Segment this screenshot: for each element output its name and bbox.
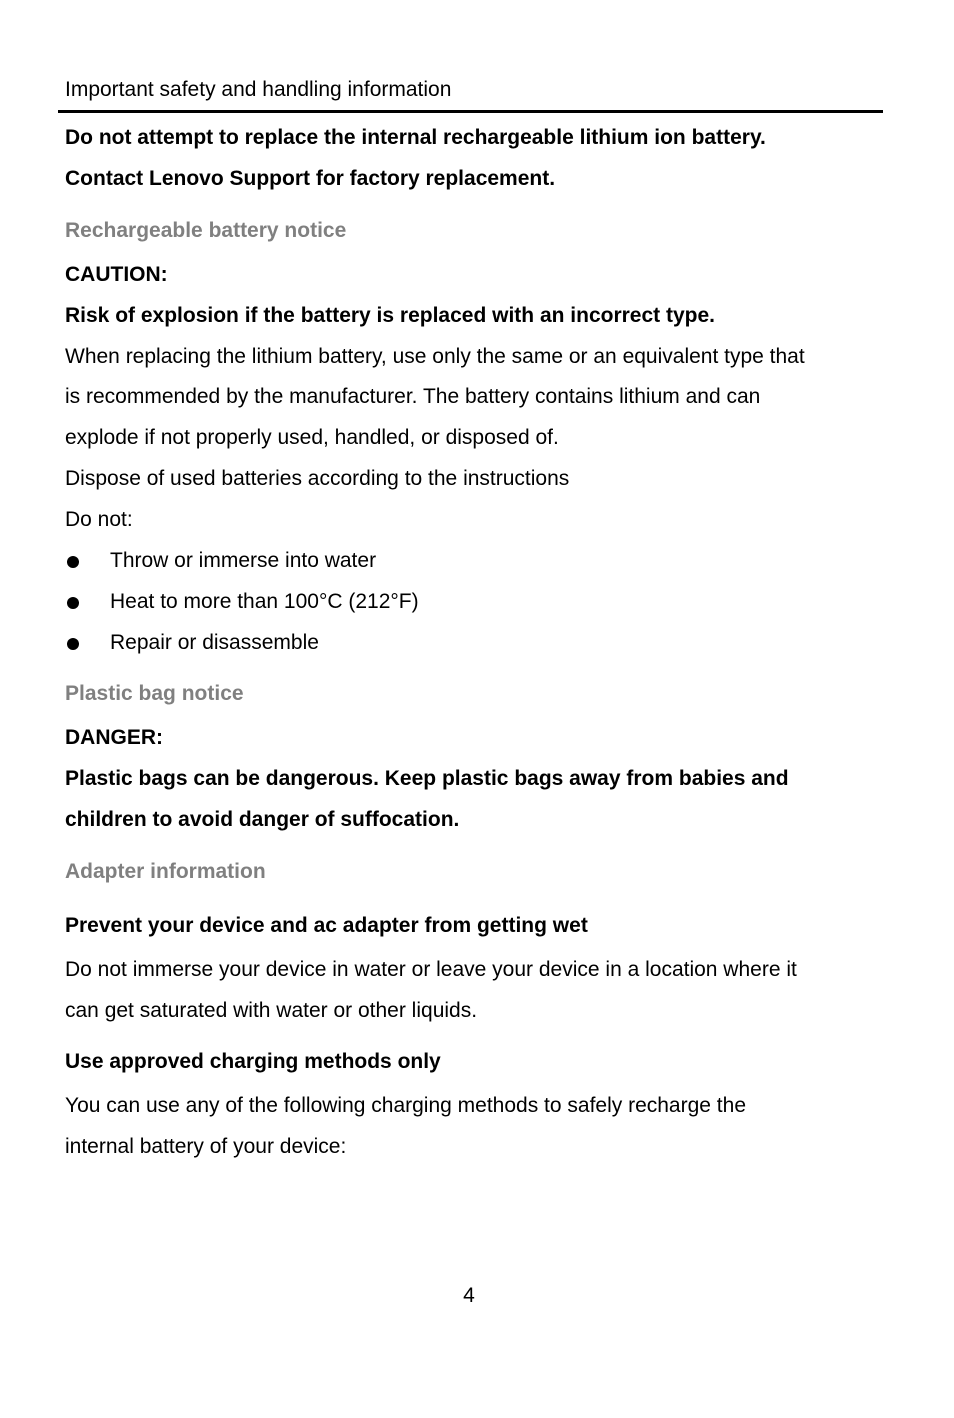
bullet-icon	[67, 597, 79, 609]
danger-label: DANGER:	[65, 726, 163, 749]
caution-label: CAUTION:	[65, 263, 168, 286]
plastic-bag-heading: Plastic bag notice	[65, 682, 244, 705]
battery-paragraph-line-2: is recommended by the manufacturer. The battery contains lithium and can	[65, 385, 761, 408]
list-item: Heat to more than 100°C (212°F)	[110, 590, 419, 613]
explosion-warning: Risk of explosion if the battery is replaced with an incorrect type.	[65, 304, 715, 327]
wet-paragraph-line-1: Do not immerse your device in water or leave your device in a location where it	[65, 958, 797, 981]
wet-paragraph-line-2: can get saturated with water or other liquids.	[65, 999, 478, 1022]
charging-subheading: Use approved charging methods only	[65, 1050, 441, 1073]
intro-warning-line-1: Do not attempt to replace the internal rechargeable lithium ion battery.	[65, 126, 766, 149]
dispose-instructions: Dispose of used batteries according to the instructions	[65, 467, 570, 490]
list-item: Throw or immerse into water	[110, 549, 377, 572]
charging-paragraph-line-2: internal battery of your device:	[65, 1135, 347, 1158]
battery-notice-heading: Rechargeable battery notice	[65, 219, 347, 242]
do-not-label: Do not:	[65, 508, 133, 531]
adapter-heading: Adapter information	[65, 860, 266, 883]
running-header: Important safety and handling information	[65, 78, 452, 101]
intro-warning-line-2: Contact Lenovo Support for factory replacement.	[65, 167, 556, 190]
wet-subheading: Prevent your device and ac adapter from getting wet	[65, 914, 588, 937]
plastic-warning-line-1: Plastic bags can be dangerous. Keep plastic bags away from babies and	[65, 767, 789, 790]
battery-paragraph-line-1: When replacing the lithium battery, use only the same or an equivalent type that	[65, 345, 805, 368]
plastic-warning-line-2: children to avoid danger of suffocation.	[65, 808, 460, 831]
page-number: 4	[463, 1284, 475, 1307]
battery-paragraph-line-3: explode if not properly used, handled, or disposed of.	[65, 426, 559, 449]
list-item: Repair or disassemble	[110, 631, 319, 654]
bullet-icon	[67, 638, 79, 650]
charging-paragraph-line-1: You can use any of the following charging methods to safely recharge the	[65, 1094, 746, 1117]
bullet-icon	[67, 556, 79, 568]
header-rule	[58, 110, 883, 113]
